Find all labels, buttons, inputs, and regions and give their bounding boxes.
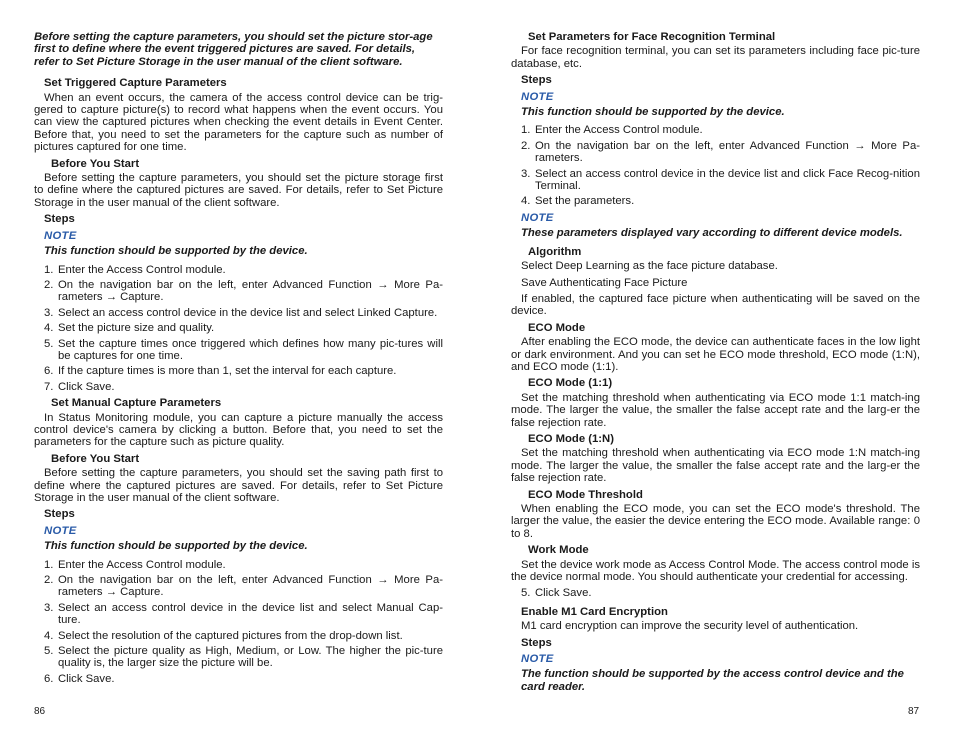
param-heading-eco: ECO Mode: [528, 321, 586, 334]
param-heading-eco-11: ECO Mode (1:1): [528, 377, 613, 390]
page-number-right: 87: [908, 706, 920, 717]
note-text: These parameters displayed vary according to different device models.: [521, 227, 903, 240]
section-heading-triggered: Set Triggered Capture Parameters: [44, 77, 227, 90]
steps-list-face-cont: [511, 587, 920, 599]
note-label: NOTE: [521, 90, 554, 103]
param-line: Select Deep Learning as the face picture database.: [521, 260, 778, 273]
note-text: This function should be supported by the device.: [44, 245, 308, 258]
list-item: [34, 574, 443, 599]
steps-label: Steps: [521, 636, 552, 649]
step-number: 3.: [521, 167, 531, 180]
step-number: 6.: [44, 365, 54, 378]
step-number: 6.: [44, 672, 54, 685]
intro-note: Before setting the capture parameters, you should set the picture stor-age first to define where the event triggered pictures are saved. For details, refer to Set Picture Storage in the user manual of the client software.: [34, 31, 433, 68]
list-item: [511, 140, 920, 165]
step-text: Select an access control device in the device list and select Linked Capture.: [58, 306, 438, 319]
section-body: For face recognition terminal, you can set its parameters including face pic-ture database, etc.: [511, 45, 920, 70]
step-text: Enter the Access Control module.: [58, 263, 226, 276]
step-number: 1.: [44, 558, 54, 571]
list-item: [34, 559, 443, 571]
param-body: Set the device work mode as Access Control Mode. The access control mode is the device normal mode. You should authenticate your credential for accessing.: [511, 558, 920, 584]
param-line: Save Authenticating Face Picture: [521, 276, 688, 289]
step-text: Select an access control device in the device list and click Face Recog-nition Terminal.: [535, 167, 920, 193]
step-number: 4.: [44, 629, 54, 642]
subheading-before-you-start: Before You Start: [51, 157, 140, 170]
note-label: NOTE: [44, 524, 77, 537]
steps-list-face: [511, 124, 920, 207]
step-text: Select an access control device in the device list and select Manual Cap-ture.: [58, 601, 443, 627]
list-item: [34, 365, 443, 377]
list-item: [511, 587, 920, 599]
left-page: [34, 31, 443, 689]
step-number: 5.: [44, 337, 54, 350]
section-heading-manual: Set Manual Capture Parameters: [51, 397, 222, 410]
before-body: Before setting the capture parameters, you should set the saving path first to define where the captured pictures are saved. For details, refer to Set Picture Storage in the user manual of the client software.: [34, 467, 443, 504]
step-text: On the navigation bar on the left, enter Advanced Function → More Pa-rameters.: [535, 139, 920, 165]
note-label: NOTE: [521, 653, 554, 666]
step-text: Enter the Access Control module.: [535, 124, 703, 137]
step-text: If the capture times is more than 1, set the interval for each capture.: [58, 365, 397, 378]
step-number: 5.: [44, 645, 54, 658]
step-number: 4.: [521, 195, 531, 208]
list-item: [34, 381, 443, 393]
param-heading-eco-1n: ECO Mode (1:N): [528, 432, 614, 445]
list-item: [34, 630, 443, 642]
list-item: [34, 338, 443, 363]
section-body: M1 card encryption can improve the security level of authentication.: [521, 620, 859, 633]
list-item: [34, 645, 443, 670]
step-text: Select the picture quality as High, Medium, or Low. The higher the pic-ture quality is, the larger size the picture will be.: [58, 645, 443, 670]
step-text: Set the picture size and quality.: [58, 322, 215, 335]
note-label: NOTE: [521, 211, 554, 224]
step-text: Click Save.: [535, 587, 592, 600]
section-heading-m1: Enable M1 Card Encryption: [521, 605, 668, 618]
steps-label: Steps: [44, 508, 75, 521]
param-heading-algorithm: Algorithm: [528, 245, 582, 258]
list-item: [34, 602, 443, 627]
step-text: Click Save.: [58, 672, 115, 685]
list-item: [34, 322, 443, 334]
note-text: This function should be supported by the device.: [44, 540, 308, 553]
steps-label: Steps: [44, 213, 75, 226]
steps-list-triggered: [34, 264, 443, 394]
param-body: Set the matching threshold when authenticating via ECO mode 1:1 match-ing mode. The larger the value, the smaller the false accept rate and the larg-er the false rejection rate.: [511, 391, 920, 429]
step-text: On the navigation bar on the left, enter Advanced Function → More Pa-rameters → Capture.: [58, 278, 443, 304]
step-number: 2.: [44, 574, 54, 587]
list-item: [511, 168, 920, 193]
param-body: Set the matching threshold when authenticating via ECO mode 1:N match-ing mode. The larger the value, the smaller the false accept rate and the larg-er the false rejection rate.: [511, 447, 920, 485]
steps-list-manual: [34, 559, 443, 686]
subheading-before-you-start: Before You Start: [51, 452, 140, 465]
step-text: Select the resolution of the captured pictures from the drop-down list.: [58, 629, 403, 642]
step-number: 3.: [44, 306, 54, 319]
list-item: [511, 124, 920, 136]
list-item: [34, 279, 443, 304]
step-number: 4.: [44, 322, 54, 335]
before-body: Before setting the capture parameters, you should set the picture storage first to define where the captured pictures are saved. For details, refer to Set Picture Storage in the user manual of the client software.: [34, 172, 443, 209]
page-number-left: 86: [34, 706, 46, 717]
step-number: 2.: [521, 139, 531, 152]
list-item: [34, 307, 443, 319]
note-text: The function should be supported by the access control device and the card reader.: [521, 668, 904, 693]
step-text: On the navigation bar on the left, enter Advanced Function → More Pa-rameters → Capture.: [58, 574, 443, 599]
list-item: [34, 264, 443, 276]
step-number: 5.: [521, 587, 531, 600]
step-number: 7.: [44, 380, 54, 393]
section-body: In Status Monitoring module, you can capture a picture manually the access control device's camera by clicking a button. Before that, you need to set the parameters for the capture such as picture quality.: [34, 411, 443, 449]
step-number: 1.: [44, 263, 54, 276]
param-body: If enabled, the captured face picture when authenticating will be saved on the device.: [511, 292, 920, 318]
step-number: 3.: [44, 601, 54, 614]
note-label: NOTE: [44, 229, 77, 242]
param-body: When enabling the ECO mode, you can set the ECO mode's threshold. The larger the value, the easier the device entering the ECO mode. Available range: 0 to 8.: [511, 503, 920, 540]
section-heading-face: Set Parameters for Face Recognition Terminal: [528, 31, 776, 43]
step-text: Set the parameters.: [535, 195, 635, 208]
step-number: 2.: [44, 278, 54, 291]
list-item: [511, 195, 920, 207]
section-body: When an event occurs, the camera of the access control device can be trig-gered to capture picture(s) to record what happens when the event occurs. You can view the captured pictures when checking the event details in Event Center. Before that, you need to set the parameters for the capture such as number of pictures captured for one time.: [34, 91, 443, 154]
step-number: 1.: [521, 124, 531, 137]
step-text: Set the capture times once triggered which defines how many pic-tures will be captures for one time.: [58, 337, 443, 362]
step-text: Enter the Access Control module.: [58, 558, 226, 571]
note-text: This function should be supported by the device.: [521, 106, 785, 119]
step-text: Click Save.: [58, 380, 115, 393]
param-body: After enabling the ECO mode, the device can authenticate faces in the low light or dark environment. And you can set he ECO mode threshold, ECO mode (1:N), and ECO mode (1:1).: [511, 336, 920, 373]
list-item: [34, 673, 443, 685]
param-heading-work-mode: Work Mode: [528, 544, 589, 557]
right-page: [511, 31, 920, 699]
param-heading-eco-threshold: ECO Mode Threshold: [528, 488, 643, 501]
steps-label: Steps: [521, 74, 552, 87]
